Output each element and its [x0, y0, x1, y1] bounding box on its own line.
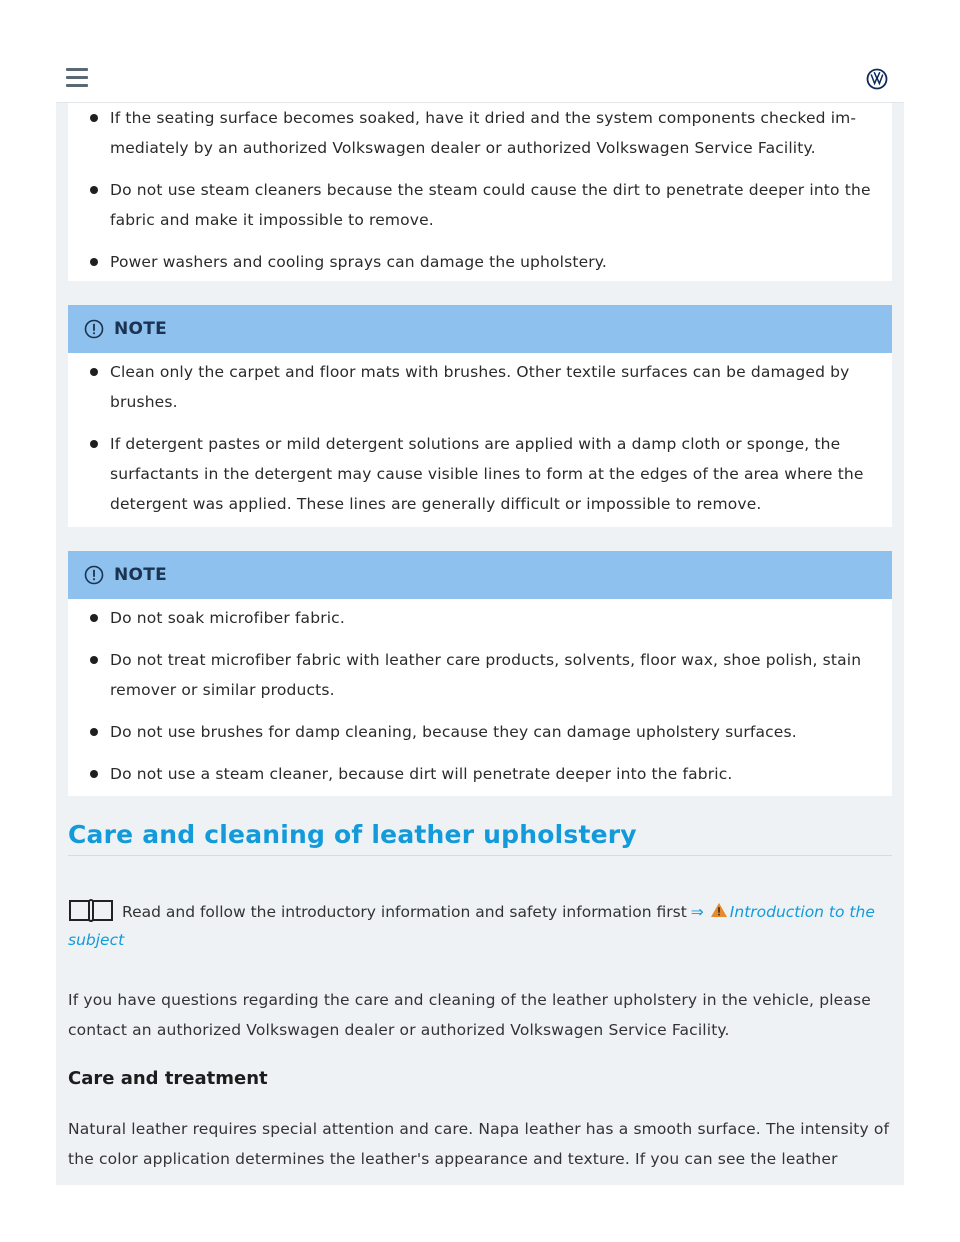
- list-item: Clean only the carpet and floor mats with brushes. Other textile surfaces can be damaged by brushes.: [110, 357, 878, 417]
- list-item: Do not use steam cleaners because the steam could cause the dirt to penetrate deeper into the fabric and make it impossible to remove.: [110, 175, 878, 235]
- content-page: [56, 103, 904, 1185]
- list-item: Do not use a steam cleaner, because dirt will penetrate deeper into the fabric.: [110, 759, 878, 789]
- exclamation-circle-icon: [84, 319, 104, 339]
- top-bar: [56, 56, 904, 103]
- paragraph: If you have questions regarding the care and cleaning of the leather upholstery in the vehicle, please contact an authorized Volkswagen dealer or authorized Volkswagen Service Facility.: [68, 991, 871, 1039]
- list-item: Do not soak microfiber fabric.: [110, 603, 878, 633]
- list-item: Do not use brushes for damp cleaning, because they can damage upholstery surfaces.: [110, 717, 878, 747]
- intro-link[interactable]: Introduction to the subject: [68, 903, 875, 949]
- link-arrow: ⇒: [690, 903, 704, 921]
- intro-text: Read and follow the introductory information and safety information first: [122, 903, 687, 921]
- list-item: Power washers and cooling sprays can damage the upholstery.: [110, 247, 878, 277]
- exclamation-circle-icon: [84, 565, 104, 585]
- book-icon: [68, 898, 114, 922]
- note-box: [68, 305, 892, 527]
- note-label: NOTE: [114, 565, 168, 585]
- section-title: Care and cleaning of leather upholstery: [68, 820, 637, 849]
- note-label: NOTE: [114, 319, 168, 339]
- hamburger-menu-icon[interactable]: [66, 68, 88, 88]
- list-item: If the seating surface becomes soaked, have it dried and the system components checked im-mediately by an authorized Volkswagen dealer or authorized Volkswagen Service Facility.: [110, 103, 878, 163]
- note-header: [68, 305, 892, 353]
- note-header: [68, 551, 892, 599]
- list-item: If detergent pastes or mild detergent solutions are applied with a damp cloth or sponge, the surfactants in the detergent may cause visible lines to form at the edges of the area where the detergent was applied. These lines are generally difficult or impossible to remove.: [110, 429, 878, 519]
- vw-logo-icon[interactable]: [866, 68, 888, 90]
- warning-list-card: [68, 103, 892, 281]
- paragraph: Natural leather requires special attention and care. Napa leather has a smooth surface. The intensity of the color application determines the leather's appearance and texture. If you can see the leather: [68, 1120, 890, 1168]
- note-box: [68, 551, 892, 796]
- warning-triangle-icon: [710, 902, 728, 918]
- list-item: Do not treat microfiber fabric with leather care products, solvents, floor wax, shoe polish, stain remover or similar products.: [110, 645, 878, 705]
- intro-note: [68, 898, 892, 954]
- divider: [68, 855, 892, 856]
- subheading: Care and treatment: [68, 1068, 268, 1089]
